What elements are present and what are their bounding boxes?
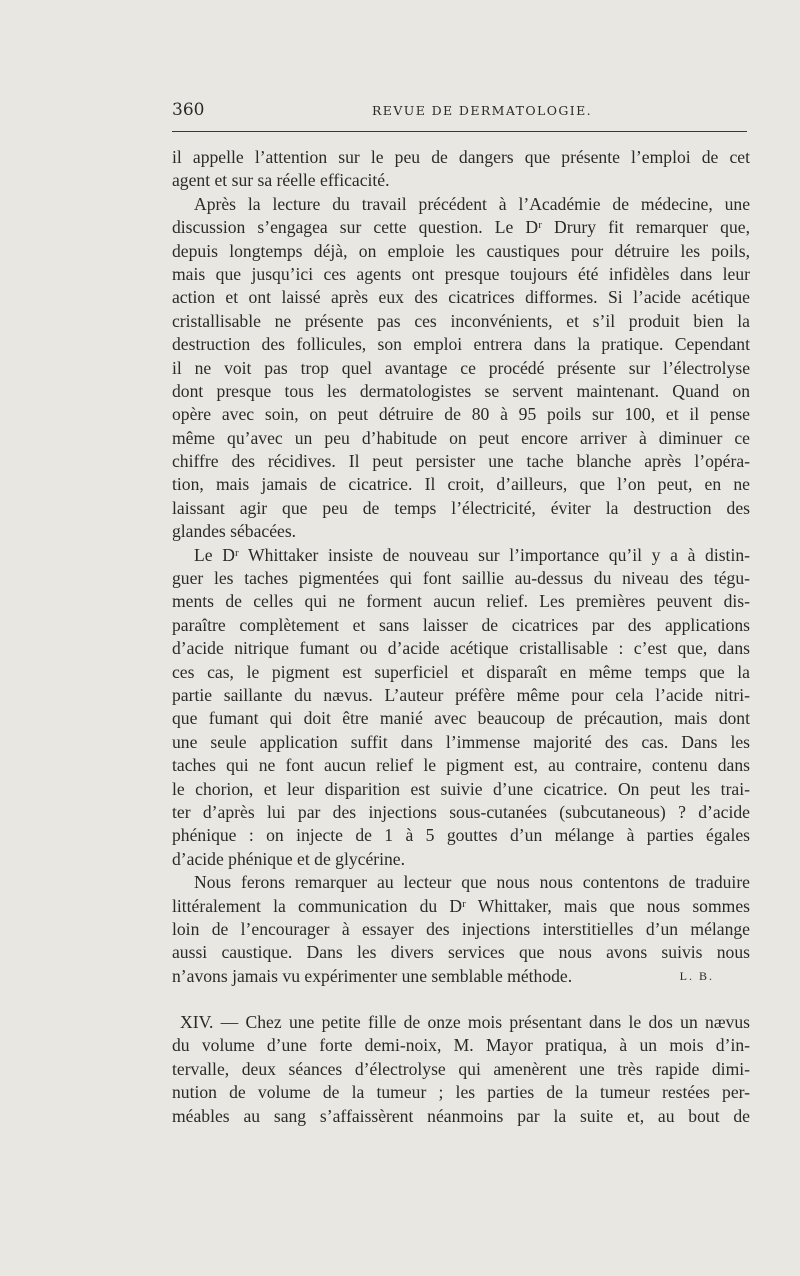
text-line: loin de l’encourager à essayer des injections interstitielles d’un mélange (172, 918, 750, 939)
text-line: laissant agir que peu de temps l’électricité, éviter la destruction des (172, 497, 750, 518)
paragraph (172, 1011, 750, 1128)
text-line: ments de celles qui ne forment aucun relief. Les premières peuvent dis- (172, 591, 750, 612)
signature: L. B. (679, 968, 714, 983)
text-line: paraître complètement et sans laisser de cicatrices par des applications (172, 614, 750, 635)
text-line: partie saillante du nævus. L’auteur préfère même pour cela l’acide nitri- (172, 684, 750, 705)
text-line: action et ont laissé après eux des cicatrices difformes. Si l’acide acétique (172, 287, 750, 308)
text-line: même qu’avec un peu d’habitude on peut encore arriver à diminuer ce (172, 427, 750, 448)
text-line: phénique : on injecte de 1 à 5 gouttes d’un mélange à parties égales (172, 825, 750, 846)
text-line: mais que jusqu’ici ces agents ont presque toujours été infidèles dans leur (172, 263, 750, 284)
text-line: littéralement la communication du Dʳ Whittaker, mais que nous sommes (172, 895, 750, 916)
text-line: il ne voit pas trop quel avantage ce procédé présente sur l’électrolyse (172, 357, 750, 378)
text-line: taches qui ne font aucun relief le pigment est, au contraire, contenu dans (172, 755, 750, 776)
text-line: ter d’après lui par des injections sous-cutanées (subcutaneous) ? d’acide (172, 801, 750, 822)
text-line: opère avec soin, on peut détruire de 80 à 95 poils sur 100, et il pense (172, 404, 750, 425)
text-line: le chorion, et leur disparition est suivie d’une cicatrice. On peut les trai- (172, 778, 750, 799)
text-line: dont presque tous les dermatologistes se servent maintenant. Quand on (172, 380, 750, 401)
text-line: une seule application suffit dans l’immense majorité des cas. Dans les (172, 731, 750, 752)
text-line-content: n’avons jamais vu expérimenter une semblable méthode. (172, 965, 573, 986)
paragraph (172, 146, 750, 193)
text-line: tion, mais jamais de cicatrice. Il croit, d’ailleurs, que l’on peut, en ne (172, 474, 750, 495)
paragraph (172, 871, 750, 988)
text-line: nution de volume de la tumeur ; les parties de la tumeur restées per- (172, 1082, 750, 1103)
text-line: ces cas, le pigment est superficiel et disparaît en même temps que la (172, 661, 750, 682)
text-line: que fumant qui doit être manié avec beaucoup de précaution, mais dont (172, 708, 750, 729)
page-header (172, 100, 747, 122)
text-line: d’acide phénique et de glycérine. (172, 848, 406, 869)
text-line: méables au sang s’affaissèrent néanmoins par la suite et, au bout de (172, 1105, 750, 1126)
page-number: 360 (172, 100, 205, 120)
text-line: cristallisable ne présente pas ces inconvénients, et s’il produit bien la (172, 310, 750, 331)
text-line: Après la lecture du travail précédent à l’Académie de médecine, une (194, 193, 750, 214)
text-line: XIV. — Chez une petite fille de onze mois présentant dans le dos un nævus (180, 1012, 750, 1033)
text-line: il appelle l’attention sur le peu de dangers que présente l’emploi de cet (172, 147, 750, 167)
paragraph (172, 193, 750, 544)
text-line: destruction des follicules, son emploi entrera dans la pratique. Cependant (172, 334, 750, 355)
text-line: guer les taches pigmentées qui font saillie au-dessus du niveau des tégu- (172, 568, 750, 589)
text-line: aussi caustique. Dans les divers services que nous avons suivis nous (172, 942, 750, 963)
text-line: depuis longtemps déjà, on emploie les caustiques pour détruire les poils, (172, 240, 750, 261)
running-title: REVUE DE DERMATOLOGIE. (372, 103, 592, 118)
text-line: Nous ferons remarquer au lecteur que nous nous contentons de traduire (194, 872, 750, 893)
text-line: chiffre des récidives. Il peut persister une tache blanche après l’opéra- (172, 451, 750, 472)
text-line: tervalle, deux séances d’électrolyse qui amenèrent une très rapide dimi- (172, 1058, 750, 1079)
text-line: glandes sébacées. (172, 521, 297, 542)
text-line: d’acide nitrique fumant ou d’acide acétique cristallisable : c’est que, dans (172, 638, 750, 659)
header-rule (172, 131, 747, 132)
text-line: discussion s’engagea sur cette question. Le Dʳ Drury fit remarquer que, (172, 217, 750, 238)
text-line: Le Dʳ Whittaker insiste de nouveau sur l’importance qu’il y a à distin- (194, 544, 750, 565)
section-gap (172, 988, 750, 1011)
text-line: agent et sur sa réelle efficacité. (172, 170, 390, 191)
body-text (172, 146, 750, 1128)
paragraph (172, 544, 750, 871)
text-line (172, 965, 750, 988)
text-line: du volume d’une forte demi-noix, M. Mayor pratiqua, à un mois d’in- (172, 1035, 750, 1056)
